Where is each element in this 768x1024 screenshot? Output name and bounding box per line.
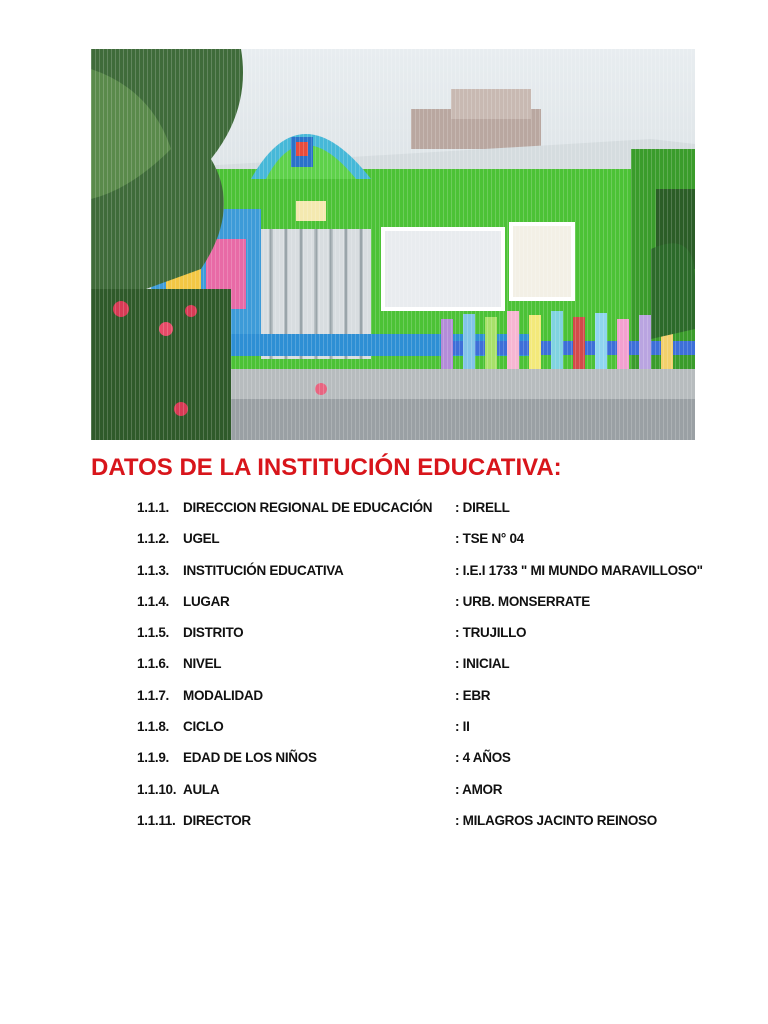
item-number: 1.1.11.	[137, 812, 176, 828]
item-value: : II	[455, 719, 470, 735]
item-number: 1.1.9.	[137, 750, 169, 766]
item-number: 1.1.4.	[137, 593, 169, 609]
item-value: : AMOR	[455, 781, 503, 797]
item-number: 1.1.8.	[137, 719, 169, 735]
item-label: UGEL	[183, 531, 220, 547]
item-value: : I.E.I 1733 " MI MUNDO MARAVILLOSO"	[455, 562, 703, 578]
item-label: MODALIDAD	[183, 687, 263, 703]
item-label: DIRECCION REGIONAL DE EDUCACIÓN	[183, 500, 433, 515]
item-number: 1.1.2.	[137, 531, 169, 547]
item-value: : MILAGROS JACINTO REINOSO	[455, 812, 657, 828]
list-item	[137, 494, 737, 525]
list-item	[137, 588, 737, 619]
list-item	[137, 713, 737, 744]
section-heading: DATOS DE LA INSTITUCIÓN EDUCATIVA:	[91, 454, 562, 481]
list-item	[137, 807, 737, 838]
item-value: : EBR	[455, 687, 491, 703]
item-number: 1.1.6.	[137, 656, 169, 672]
item-value: : TSE N° 04	[455, 531, 524, 547]
item-label: EDAD DE LOS NIÑOS	[183, 750, 317, 766]
list-item	[137, 557, 737, 588]
item-number: 1.1.7.	[137, 687, 169, 703]
item-number: 1.1.3.	[137, 562, 169, 578]
item-number: 1.1.5.	[137, 625, 169, 641]
list-item	[137, 619, 737, 650]
institution-data-list	[137, 494, 737, 838]
item-number: 1.1.1.	[137, 500, 169, 515]
list-item	[137, 744, 737, 775]
item-value: : 4 AÑOS	[455, 750, 511, 766]
item-value: : INICIAL	[455, 656, 510, 672]
item-label: DIRECTOR	[183, 812, 251, 828]
list-item	[137, 525, 737, 556]
school-photo	[91, 49, 695, 440]
item-label: CICLO	[183, 719, 224, 735]
item-value: : URB. MONSERRATE	[455, 593, 590, 609]
item-label: INSTITUCIÓN EDUCATIVA	[183, 562, 344, 578]
item-number: 1.1.10.	[137, 781, 177, 797]
list-item	[137, 682, 737, 713]
item-label: NIVEL	[183, 656, 222, 672]
list-item	[137, 776, 737, 807]
item-label: AULA	[183, 781, 220, 797]
item-value: : TRUJILLO	[455, 625, 527, 641]
item-value: : DIRELL	[455, 500, 510, 515]
list-item	[137, 650, 737, 681]
item-label: LUGAR	[183, 593, 230, 609]
item-label: DISTRITO	[183, 625, 244, 641]
